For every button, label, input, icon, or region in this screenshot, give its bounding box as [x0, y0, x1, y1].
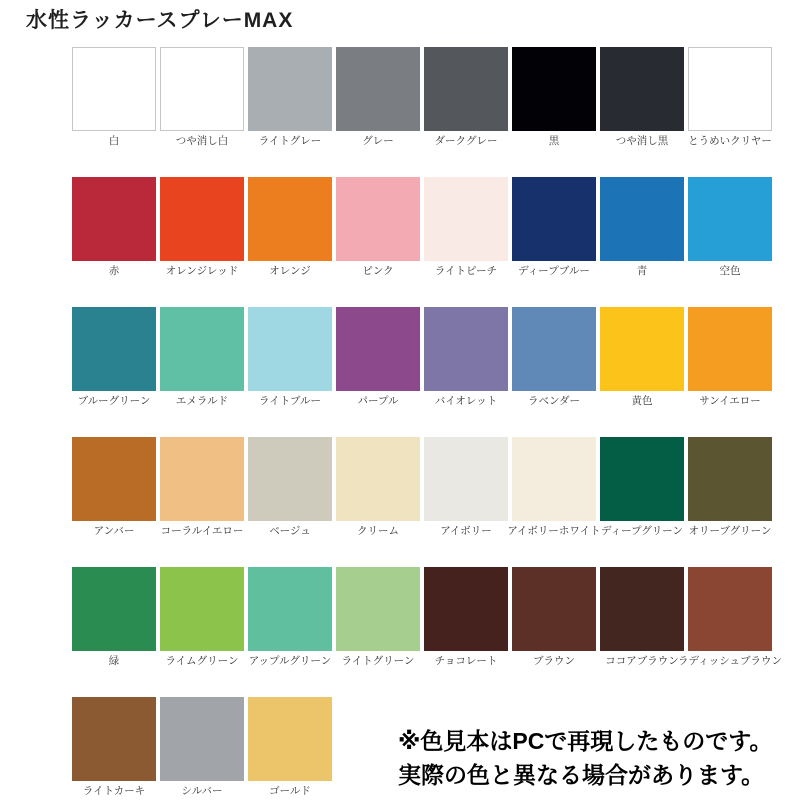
- swatch-label: 空色: [719, 265, 741, 277]
- swatch-label: 黄色: [631, 395, 653, 407]
- swatch-cell: [72, 567, 156, 667]
- color-swatch: [336, 437, 420, 521]
- swatch-cell: [72, 697, 156, 797]
- color-swatch: [512, 177, 596, 261]
- swatch-cell: [336, 177, 420, 277]
- swatch-label: チョコレート: [434, 655, 498, 667]
- swatch-label: ライトカーキ: [82, 785, 146, 797]
- color-swatch: [336, 177, 420, 261]
- swatch-label: ライトブルー: [259, 395, 321, 407]
- swatch-cell: [160, 47, 244, 147]
- swatch-label: オレンジレッド: [165, 265, 239, 277]
- swatch-cell: [160, 697, 244, 797]
- swatch-label: クリーム: [357, 525, 399, 537]
- swatch-cell: [424, 567, 508, 667]
- swatch-label: ライトピーチ: [434, 265, 498, 277]
- color-swatch: [248, 567, 332, 651]
- swatch-cell: [336, 307, 420, 407]
- swatch-label: アップルグリーン: [248, 655, 332, 667]
- swatch-cell: [72, 177, 156, 277]
- swatch-label: アンバー: [93, 525, 135, 537]
- swatch-label: アイボリーホワイト: [507, 525, 601, 537]
- color-swatch: [72, 47, 156, 131]
- color-swatch: [72, 567, 156, 651]
- swatch-cell: [512, 307, 596, 407]
- color-swatch: [72, 437, 156, 521]
- swatch-label: ディープグリーン: [600, 525, 684, 537]
- swatch-cell: [336, 437, 420, 537]
- swatch-label: オレンジ: [269, 265, 311, 277]
- color-swatch: [336, 567, 420, 651]
- swatch-label: 青: [636, 265, 648, 277]
- swatch-row: [72, 307, 772, 407]
- swatch-row: [72, 567, 782, 667]
- disclaimer-line-2: 実際の色と異なる場合があります。: [398, 762, 765, 788]
- color-swatch: [336, 47, 420, 131]
- swatch-cell: [160, 177, 244, 277]
- swatch-cell: [72, 437, 156, 537]
- color-swatch: [512, 307, 596, 391]
- swatch-cell: [336, 567, 420, 667]
- swatch-label: エメラルド: [175, 395, 229, 407]
- swatch-label: ブルーグリーン: [77, 395, 151, 407]
- swatch-label: つや消し白: [175, 135, 229, 147]
- color-swatch: [248, 697, 332, 781]
- swatch-cell: [512, 47, 596, 147]
- swatch-cell: [248, 47, 332, 147]
- swatch-cell: [512, 177, 596, 277]
- swatch-label: とうめいクリヤー: [688, 135, 772, 147]
- swatch-label: ブラウン: [533, 655, 575, 667]
- swatch-cell: [424, 177, 508, 277]
- swatch-label: ライムグリーン: [165, 655, 239, 667]
- swatch-label: 赤: [108, 265, 120, 277]
- color-swatch: [248, 307, 332, 391]
- swatch-label: つや消し黒: [615, 135, 669, 147]
- swatch-label: オリーブグリーン: [688, 525, 772, 537]
- swatch-label: ライトグリーン: [341, 655, 415, 667]
- swatch-label: ラディッシュブラウン: [678, 655, 782, 667]
- swatch-cell: [424, 437, 508, 537]
- swatch-cell: [600, 47, 684, 147]
- color-swatch: [512, 567, 596, 651]
- swatch-cell: [248, 697, 332, 797]
- swatch-label: グレー: [362, 135, 394, 147]
- color-swatch: [160, 177, 244, 261]
- swatch-cell: [507, 437, 601, 537]
- swatch-cell: [160, 437, 244, 537]
- color-swatch: [512, 437, 596, 521]
- color-swatch: [160, 437, 244, 521]
- color-swatch: [248, 437, 332, 521]
- swatch-label: ライトグレー: [258, 135, 322, 147]
- color-swatch: [424, 307, 508, 391]
- swatch-label: ピンク: [362, 265, 394, 277]
- swatch-cell: [72, 47, 156, 147]
- swatch-cell: [512, 567, 596, 667]
- color-swatch: [600, 567, 684, 651]
- swatch-cell: [688, 177, 772, 277]
- swatch-cell: [248, 567, 332, 667]
- color-swatch: [248, 177, 332, 261]
- color-swatch: [688, 177, 772, 261]
- swatch-cell: [424, 307, 508, 407]
- color-swatch: [424, 47, 508, 131]
- swatch-cell: [248, 177, 332, 277]
- swatch-cell: [600, 567, 684, 667]
- swatch-row: [72, 47, 772, 147]
- color-swatch: [688, 47, 772, 131]
- swatch-row: [72, 437, 772, 537]
- swatch-cell: [678, 567, 782, 667]
- disclaimer-line-1: ※色見本はPCで再現したものです。: [398, 728, 773, 754]
- swatch-label: コーラルイエロー: [160, 525, 244, 537]
- color-swatch: [688, 567, 772, 651]
- swatch-cell: [600, 437, 684, 537]
- swatch-cell: [248, 307, 332, 407]
- color-swatch: [600, 177, 684, 261]
- swatch-cell: [72, 307, 156, 407]
- color-swatch: [160, 567, 244, 651]
- swatch-label: サンイエロー: [699, 395, 761, 407]
- color-swatch: [688, 307, 772, 391]
- swatch-label: ラベンダー: [527, 395, 581, 407]
- swatch-label: ゴールド: [269, 785, 311, 797]
- color-swatch: [72, 177, 156, 261]
- swatch-label: シルバー: [181, 785, 223, 797]
- swatch-cell: [336, 47, 420, 147]
- swatch-cell: [688, 437, 772, 537]
- swatch-label: バイオレット: [434, 395, 498, 407]
- color-swatch: [600, 47, 684, 131]
- color-swatch: [688, 437, 772, 521]
- color-swatch: [72, 307, 156, 391]
- color-disclaimer-note: [398, 724, 772, 792]
- swatch-label: 緑: [108, 655, 120, 667]
- swatch-label: ココアブラウン: [605, 655, 679, 667]
- color-swatch: [424, 567, 508, 651]
- swatch-label: 白: [108, 135, 120, 147]
- swatch-cell: [688, 307, 772, 407]
- swatch-cell: [248, 437, 332, 537]
- swatch-cell: [424, 47, 508, 147]
- swatch-cell: [160, 307, 244, 407]
- swatch-label: パープル: [357, 395, 399, 407]
- color-swatch: [512, 47, 596, 131]
- color-swatch: [160, 47, 244, 131]
- swatch-label: 黒: [548, 135, 560, 147]
- swatch-cell: [160, 567, 244, 667]
- swatch-cell: [688, 47, 772, 147]
- color-swatch: [72, 697, 156, 781]
- swatch-cell: [600, 177, 684, 277]
- swatch-grid: [72, 47, 782, 800]
- page-title: 水性ラッカースプレーMAX: [26, 9, 294, 32]
- swatch-label: ベージュ: [269, 525, 311, 537]
- swatch-row: [72, 177, 772, 277]
- color-swatch: [248, 47, 332, 131]
- color-swatch: [160, 697, 244, 781]
- color-swatch: [600, 437, 684, 521]
- swatch-label: アイボリー: [440, 525, 492, 537]
- color-swatch: [424, 437, 508, 521]
- color-swatch: [336, 307, 420, 391]
- swatch-label: ディープブルー: [518, 265, 590, 277]
- color-swatch: [160, 307, 244, 391]
- color-swatch: [424, 177, 508, 261]
- color-swatch: [600, 307, 684, 391]
- swatch-cell: [600, 307, 684, 407]
- swatch-label: ダークグレー: [434, 135, 498, 147]
